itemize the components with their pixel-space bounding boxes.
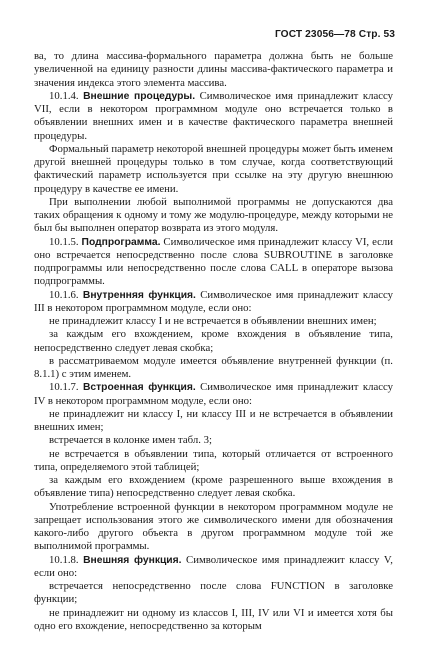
paragraph-text: ва, то длина массива-формального параметра должна быть не больше увеличенной на единицу разности длины массива-фактического параметра и значения индекса этого элемента массива. [34,50,393,89]
section-paragraph [34,554,393,581]
paragraph [34,607,393,634]
paragraph-text: Формальный параметр некоторой внешней процедуры может быть именем другой внешней процедуры только в том случае, когда соответствующий фактический параметр используется при ссылке на эту другую внешнюю процедуру в качестве ее имени. [34,142,393,195]
section-number: 10.1.8. [49,553,79,566]
section-heading: Встроенная функция. [82,382,196,394]
section-number: 10.1.5. [49,235,79,248]
section-paragraph [34,289,393,316]
paragraph-text: Символическое имя принадлежит классу VI, если оно встречается непосредственно после слова SUBROUTINE в заголовке подпрограммы или непосредственно после слова CALL в операторе вызова подпрограммы. [34,235,394,288]
section-paragraph [34,236,393,289]
paragraph [34,50,393,90]
paragraph-text: встречается в колонке имен табл. 3; [49,434,212,447]
paragraph [34,474,393,501]
paragraph [34,501,393,554]
paragraph [34,328,393,355]
paragraph [34,580,393,607]
paragraph [34,196,393,236]
paragraph-text: не принадлежит ни классу I, ни классу III и не встречается в объявлении внешних имен; [34,407,393,433]
paragraph-text: не встречается в объявлении типа, который отличается от встроенного типа, определяемого этой таблицей; [34,447,393,473]
paragraph-text: за каждым его вхождением (кроме разрешенного выше вхождения в объявление типа) непосредственно следует левая скобка. [34,474,393,500]
document-body [34,50,393,633]
section-heading: Внешняя функция. [83,554,182,566]
paragraph-text: встречается непосредственно после слова FUNCTION в заголовке функции; [34,580,393,606]
paragraph [34,448,393,475]
paragraph-text: Символическое имя принадлежит классу III в некотором программном модуле, если оно: [34,288,394,314]
section-paragraph [34,381,393,408]
paragraph-text: в рассматриваемом модуле имеется объявление внутренней функции (п. 8.1.1) с этим именем. [34,354,393,380]
section-paragraph [34,90,393,143]
section-heading: Подпрограмма. [81,236,161,248]
paragraph [34,143,393,196]
paragraph [34,434,393,447]
paragraph [34,315,393,328]
paragraph-text: Символическое имя принадлежит классу V, если оно: [34,553,393,579]
paragraph-text: Символическое имя принадлежит классу VII, если в некотором программном модуле оно встречается только в объявлении внешних имен и в качестве фактического параметра внешней процедуры. [34,89,393,142]
paragraph-text: за каждым его вхождением, кроме вхождения в объявление типа, непосредственно следует левая скобка; [34,328,393,354]
section-heading: Внутренняя функция. [82,289,196,301]
paragraph-text: не принадлежит классу I и не встречается в объявлении внешних имен; [49,315,377,327]
paragraph-text: Употребление встроенной функции в некотором программном модуле не запрещает использования этого же символического имени для обозначения какого-либо другого объекта в другом программном модуле той же выполнимой программы. [34,500,393,553]
paragraph-text: При выполнении любой выполнимой программы не допускаются два таких обращения к одному и тому же модулю-процедуре, между которыми не был бы выполнен оператор возврата из этого модуля. [34,195,393,235]
paragraph [34,408,393,435]
section-number: 10.1.4. [49,89,79,102]
paragraph-text: Символическое имя принадлежит классу IV в некотором программном модуле, если оно: [34,381,394,407]
paragraph [34,355,393,382]
section-number: 10.1.7. [49,381,79,394]
section-heading: Внешние процедуры. [83,90,196,102]
paragraph-text: не принадлежит ни одному из классов I, III, IV или VI и имеется хотя бы одно его вхождение, непосредственно за которым [34,606,393,632]
page-header: ГОСТ 23056—78 Стр. 53 [274,29,395,40]
section-number: 10.1.6. [49,288,79,301]
